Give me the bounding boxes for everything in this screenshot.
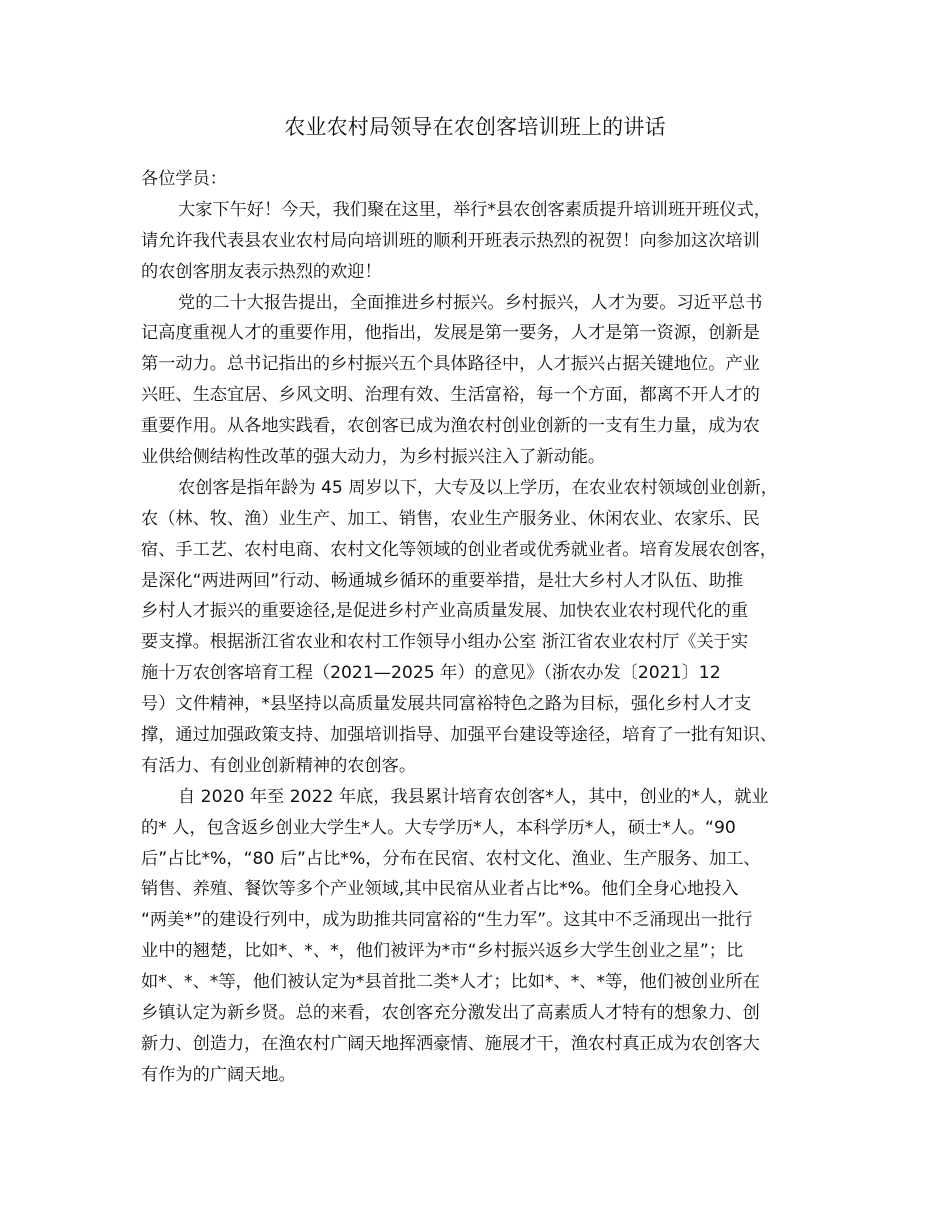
text-line: 记高度重视人才的重要作用，他指出，发展是第一要务，人才是第一资源，创新是 (141, 323, 760, 344)
text-line: 撑，通过加强政策支持、加强培训指导、加强平台建设等途径，培育了一批有知识、 (141, 725, 777, 746)
text-line: 有活力、有创业创新精神的农创客。 (141, 755, 417, 776)
text-line: 号）文件精神，*县坚持以高质量发展共同富裕特色之路为目标，强化乡村人才支 (141, 694, 752, 715)
text-line: 兴旺、生态宜居、乡风文明、治理有效、生活富裕，每一个方面，都离不开人才的 (141, 385, 760, 406)
text-line: 各位学员： (141, 169, 227, 189)
text-line: 农创客是指年龄为 45 周岁以下，大专及以上学历，在农业农村领域创业创新， (178, 477, 778, 498)
text-line: 业中的翘楚，比如*、*、*，他们被评为*市“乡村振兴返乡大学生创业之星”；比 (141, 941, 744, 962)
text-line: 是深化“两进两回”行动、畅通城乡循环的重要举措，是壮大乡村人才队伍、助推 (141, 570, 744, 591)
text-line: 乡村人才振兴的重要途径,是促进乡村产业高质量发展、加快农业农村现代化的重 (141, 601, 749, 622)
text-line: 要支撑。根据浙江省农业和农村工作领导小组办公室 浙江省农业农村厅《关于实 (141, 632, 749, 653)
text-line: 请允许我代表县农业农村局向培训班的顺利开班表示热烈的祝贺！向参加这次培训 (141, 230, 760, 251)
text-line: 如*、*、*等，他们被认定为*县首批二类*人才；比如*、*、*等，他们被创业所在 (141, 972, 760, 993)
text-line: 农（林、牧、渔）业生产、加工、销售，农业生产服务业、休闲农业、农家乐、民 (141, 508, 760, 529)
text-line: 新力、创造力，在渔农村广阔天地挥洒豪情、施展才干，渔农村真正成为农创客大 (141, 1033, 760, 1054)
text-line: 有作为的广阔天地。 (141, 1064, 296, 1085)
document-body (141, 164, 831, 1091)
text-line: 党的二十大报告提出，全面推进乡村振兴。乡村振兴，人才为要。习近平总书 (178, 292, 763, 313)
text-line: 的农创客朋友表示热烈的欢迎！ (141, 261, 382, 282)
text-line: 宿、手工艺、农村电商、农村文化等领域的创业者或优秀就业者。培育发展农创客， (141, 539, 777, 560)
text-line: 大家下午好！今天，我们聚在这里，举行*县农创客素质提升培训班开班仪式， (178, 199, 771, 220)
text-line: 的* 人，包含返乡创业大学生*人。大专学历*人，本科学历*人，硕士*人。“90 (141, 817, 736, 838)
text-line: 重要作用。从各地实践看，农创客已成为渔农村创业创新的一支有生力量，成为农 (141, 416, 760, 437)
text-line: 施十万农创客培育工程（2021—2025 年）的意见》（浙农办发〔2021〕12 (141, 663, 721, 684)
document-title: 农业农村局领导在农创客培训班上的讲话 (284, 115, 666, 139)
text-line: 业供给侧结构性改革的强大动力，为乡村振兴注入了新动能。 (141, 447, 606, 468)
text-line: 后”占比*%，“80 后”占比*%，分布在民宿、农村文化、渔业、生产服务、加工、 (141, 848, 761, 869)
text-line: 自 2020 年至 2022 年底，我县累计培育农创客*人，其中，创业的*人，就业 (178, 786, 769, 807)
text-line: 乡镇认定为新乡贤。总的来看，农创客充分激发出了高素质人才特有的想象力、创 (141, 1003, 760, 1024)
text-line: “两美*”的建设行列中，成为助推共同富裕的“生力军”。这其中不乏涌现出一批行 (141, 910, 753, 931)
text-line: 销售、养殖、餐饮等多个产业领域,其中民宿从业者占比*%。他们全身心地投入 (141, 879, 739, 900)
text-line: 第一动力。总书记指出的乡村振兴五个具体路径中，人才振兴占据关键地位。产业 (141, 354, 760, 375)
